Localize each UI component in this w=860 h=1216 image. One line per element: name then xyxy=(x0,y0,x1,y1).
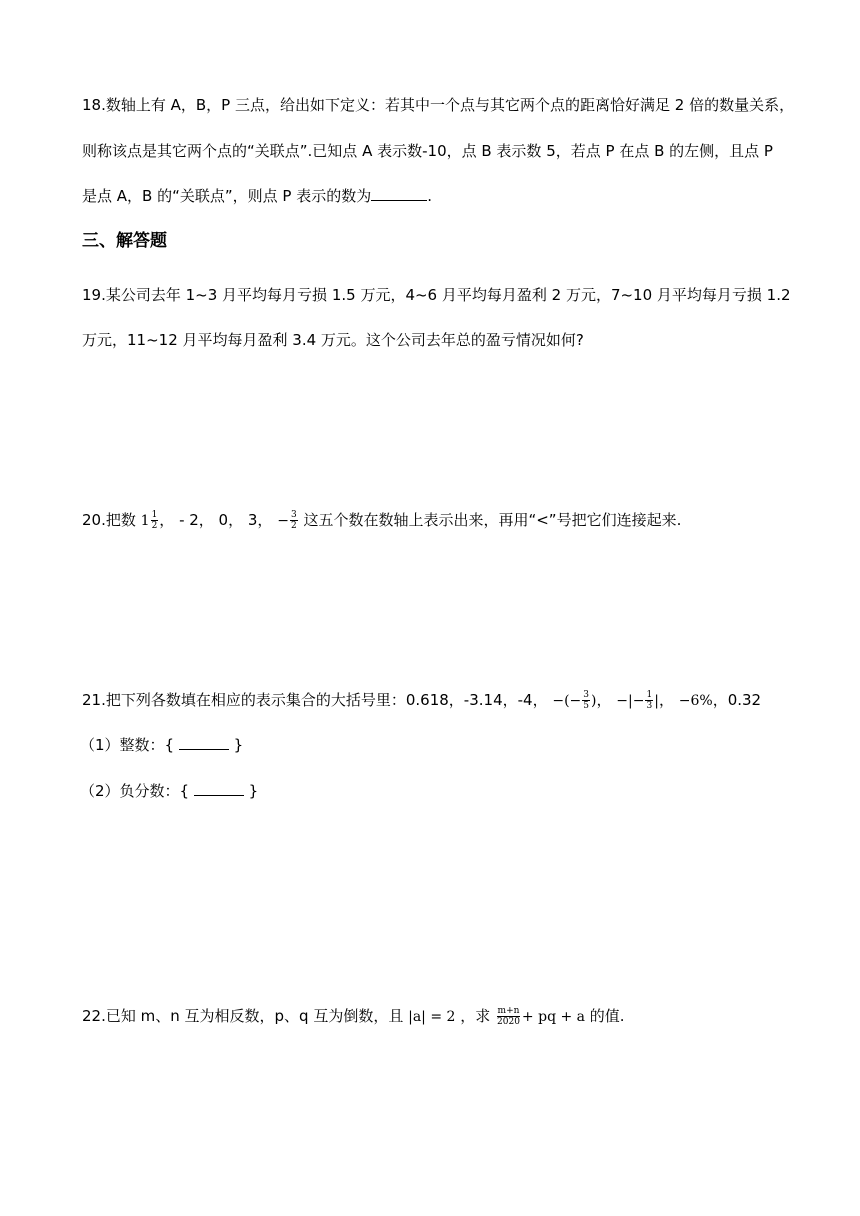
q20-fraction xyxy=(290,510,298,531)
q21-sub-2-close: } xyxy=(248,782,259,800)
q21-item1-close: ) xyxy=(591,693,597,709)
q18-line-2: 则称该点是其它两个点的“关联点”.已知点 A 表示数-10，点 B 表示数 5，若点 P 在点 B 的左侧，且点 P xyxy=(82,142,773,160)
q21-sep-1: ， xyxy=(596,691,612,709)
q20-numerator: 3 xyxy=(290,510,297,520)
q21-item1-denominator: 5 xyxy=(583,701,590,711)
q20-mixed-numerator: 1 xyxy=(151,510,158,520)
q21-sep-2: ， xyxy=(658,691,674,709)
q20-mixed-fraction xyxy=(151,510,159,531)
q20-middle: ， - 2， 0， 3， xyxy=(159,511,273,529)
q20-neg-sign: − xyxy=(277,513,289,529)
q18-line-3-end: . xyxy=(427,187,432,205)
section-3-title: 三、解答题 xyxy=(82,231,167,251)
q20-mixed-denominator: 2 xyxy=(151,521,158,531)
q21-sub-2 xyxy=(80,781,258,801)
q22-denominator: 2020 xyxy=(497,1017,520,1027)
q22-prefix: 22.已知 m、n 互为相反数，p、q 互为倒数，且 xyxy=(82,1007,404,1025)
q20-mixed-whole: 1 xyxy=(140,513,150,529)
q22-line xyxy=(82,1006,625,1027)
q22-tail-expression: + pq + a xyxy=(521,1009,586,1025)
q19-line-2: 万元，11~12 月平均每月盈利 3.4 万元。这个公司去年总的盈亏情况如何? xyxy=(82,331,584,349)
q21-sub-1-close: } xyxy=(233,736,244,754)
q22-fraction xyxy=(496,1006,521,1027)
q20-line xyxy=(82,510,681,531)
q21-sub-1-blank[interactable] xyxy=(179,735,229,750)
q21-item2-close: | xyxy=(654,693,659,709)
q21-item1-open: −(− xyxy=(552,693,582,709)
q18-line-3 xyxy=(82,186,432,206)
q21-line xyxy=(82,690,761,711)
q21-item1-fraction xyxy=(582,690,590,711)
q22-numerator: m+n xyxy=(497,1006,520,1016)
q20-suffix: 这五个数在数轴上表示出来，再用“<”号把它们连接起来. xyxy=(303,511,682,529)
q20-denominator: 2 xyxy=(290,521,297,531)
q21-sub-2-label: （2）负分数：{ xyxy=(80,782,190,800)
q21-sub-1 xyxy=(80,735,243,755)
q21-item2-numerator: 1 xyxy=(646,690,653,700)
q21-item2-open: −|− xyxy=(616,693,645,709)
q19-line-1: 19.某公司去年 1~3 月平均每月亏损 1.5 万元，4~6 月平均每月盈利 2 万元，7~10 月平均每月亏损 1.2 xyxy=(82,286,791,304)
q21-sub-2-blank[interactable] xyxy=(194,781,244,796)
q21-sub-1-label: （1）整数：{ xyxy=(80,736,175,754)
q21-item3: −6% xyxy=(678,693,713,709)
q21-item2-denominator: 3 xyxy=(646,701,653,711)
q22-mid: ，求 xyxy=(460,1007,491,1025)
q21-prefix: 21.把下列各数填在相应的表示集合的大括号里：0.618，-3.14，-4， xyxy=(82,691,548,709)
q21-item2-fraction xyxy=(645,690,653,711)
q20-prefix: 20.把数 xyxy=(82,511,136,529)
q18-line-3-text: 是点 A，B 的“关联点”，则点 P 表示的数为 xyxy=(82,187,372,205)
q22-abs-expression: |a| = 2 xyxy=(408,1009,456,1025)
q18-answer-blank[interactable] xyxy=(371,186,427,201)
q22-suffix: 的值. xyxy=(589,1007,625,1025)
q21-item1-numerator: 3 xyxy=(583,690,590,700)
q18-line-1: 18.数轴上有 A，B，P 三点，给出如下定义：若其中一个点与其它两个点的距离恰好满足 2 倍的数量关系， xyxy=(82,96,795,114)
q21-suffix: ，0.32 xyxy=(712,691,762,709)
